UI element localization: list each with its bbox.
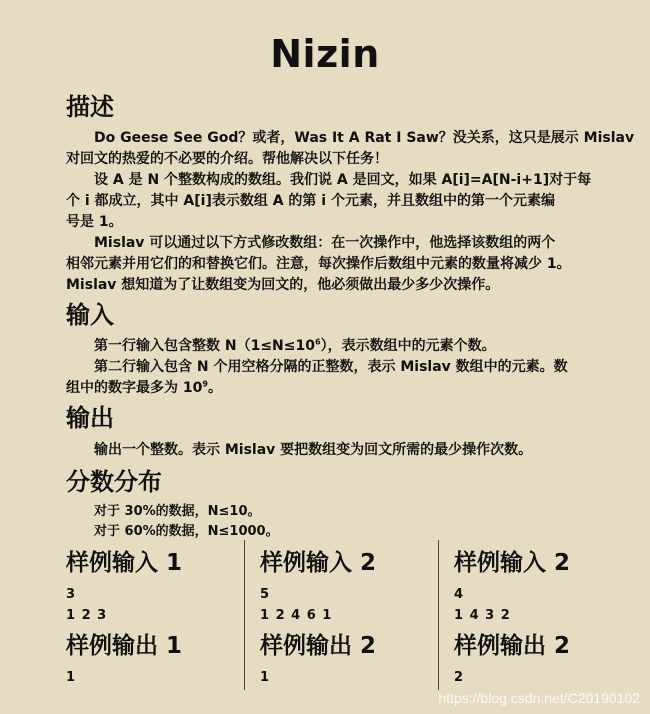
text-line: Do Geese See God？或者，Was It A Rat I Saw？没关系，这只是展示 Mislav <box>94 130 635 146</box>
description-paragraph-3 <box>66 233 631 296</box>
output-heading: 输出 <box>66 404 114 432</box>
sample-input-array: 1 2 4 6 1 <box>260 608 333 623</box>
sample-input-array: 1 2 3 <box>66 608 108 623</box>
sample-column-2 <box>260 548 450 698</box>
output-paragraph <box>66 440 631 461</box>
input-heading: 输入 <box>66 301 114 329</box>
text-line: Mislav 可以通过以下方式修改数组：在一次操作中，他选择该数组的两个 <box>94 235 556 251</box>
sample-input-n: 3 <box>66 587 77 602</box>
input-paragraph-2 <box>66 357 631 399</box>
exponent: 6 <box>315 337 321 347</box>
text-line: 个 i 都成立，其中 A[i]表示数组 A 的第 i 个元素，并且数组中的第一个元素编 <box>66 193 555 209</box>
text-line: 对回文的热爱的不必要的介绍。帮他解决以下任务！ <box>66 151 388 167</box>
text-line: 相邻元素并用它们的和替换它们。注意，每次操作后数组中元素的数量将减少 1。 <box>66 256 571 272</box>
sample-column-3 <box>454 548 644 698</box>
description-paragraph-2 <box>66 170 631 233</box>
text-line: 设 A 是 N 个整数构成的数组。我们说 A 是回文，如果 A[i]=A[N-i+1]对于每 <box>94 172 592 188</box>
sample-output-value: 1 <box>66 670 77 685</box>
text-line <box>66 336 631 357</box>
text-fragment: ），表示数组中的元素个数。 <box>320 338 496 354</box>
sample-output-title: 样例输出 2 <box>260 633 377 659</box>
sample-input-title: 样例输入 1 <box>66 550 183 576</box>
text-fragment: 组中的数字最多为 10 <box>66 380 203 396</box>
text-line <box>38 378 631 399</box>
sample-input-n: 5 <box>260 587 271 602</box>
text-line: Mislav 想知道为了让数组变为回文的，他必须做出最少多少次操作。 <box>66 277 500 293</box>
sample-input-array: 1 4 3 2 <box>454 608 511 623</box>
scoring-heading: 分数分布 <box>66 468 162 496</box>
text-line: 输出一个整数。表示 Mislav 要把数组变为回文所需的最少操作次数。 <box>94 442 533 458</box>
sample-output-title: 样例输出 1 <box>66 633 183 659</box>
text-line: 第二行输入包含 N 个用空格分隔的正整数，表示 Mislav 数组中的元素。数 <box>94 359 568 375</box>
description-paragraph-1 <box>66 128 635 170</box>
watermark: https://blog.csdn.net/C20190102 <box>438 690 640 706</box>
sample-output-value: 1 <box>260 670 271 685</box>
sample-output-title: 样例输出 2 <box>454 633 571 659</box>
sample-input-n: 4 <box>454 587 465 602</box>
exponent: 9 <box>202 379 208 389</box>
sample-output-value: 2 <box>454 670 465 685</box>
text-line: 号是 1。 <box>66 214 123 230</box>
page-title: Nizin <box>270 32 380 76</box>
input-paragraph-1 <box>66 336 631 357</box>
sample-input-title: 样例输入 2 <box>454 550 571 576</box>
sample-column-1 <box>66 548 256 698</box>
description-heading: 描述 <box>66 93 114 121</box>
scoring-item: 对于 60%的数据，N≤1000。 <box>94 524 279 539</box>
text-fragment: 。 <box>207 380 222 396</box>
scoring-item: 对于 30%的数据，N≤10。 <box>94 504 261 519</box>
sample-input-title: 样例输入 2 <box>260 550 377 576</box>
text-fragment: 第一行输入包含整数 N（1≤N≤10 <box>94 338 315 354</box>
